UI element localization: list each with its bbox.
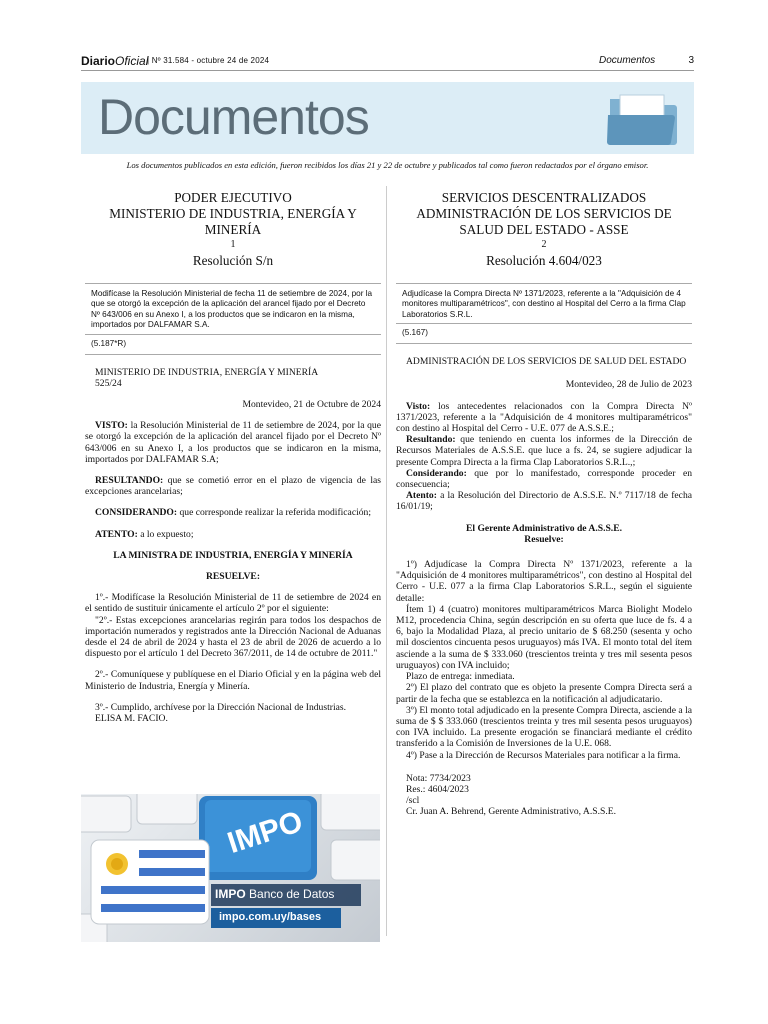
issue-number: | Nº 31.584 - octubre 24 de 2024 bbox=[147, 56, 270, 65]
note-number: Nota: 7734/2023 bbox=[406, 772, 471, 784]
article-3: 3º) El monto total adjudicado en la presente Compra Directa, asciende a la suma de $ $ 333.060 (trescientos treinta y tres mil sesenta pesos uruguayos) con IVA incluido. La presente erogación se financiará mediante el crédito transferido a la Comisión de Inversiones de la U.E. 068. bbox=[396, 704, 692, 750]
uruguay-flag-icon bbox=[91, 840, 209, 924]
visto-text: los antecedentes relacionados con la Compra Directa Nº 1371/2023, referente a la "Adquisición de 4 monitores multiparamétricos" con destino al Hospital del Cerro - U.E. 077 de A.S.S.E.; bbox=[396, 400, 692, 435]
article-2: 2º) El plazo del contrato que es objeto la presente Compra Directa será a partir de la fecha que se establezca en la notificación al adjudicatario. bbox=[396, 682, 692, 705]
resolution-title: Resolución 4.604/023 bbox=[486, 253, 602, 268]
right-column bbox=[396, 190, 692, 818]
authority-heading bbox=[396, 523, 692, 534]
document-date: Montevideo, 21 de Octubre de 2024 bbox=[242, 399, 381, 411]
document-number: 2 bbox=[541, 239, 547, 250]
publication-notice: Los documentos publicados en esta edición, fueron recibidos los días 21 y 22 de octubre y publicados tal como fueron redactados por el órgano emisor. bbox=[126, 160, 649, 170]
reference-number: 525/24 bbox=[95, 377, 122, 389]
resultando-text: que se cometió error en el plazo de vigencia de las excepciones arancelarias; bbox=[85, 475, 381, 498]
publication-code: (5.187*R) bbox=[91, 338, 127, 348]
section-name: Documentos bbox=[599, 55, 656, 66]
document-number: 1 bbox=[230, 239, 236, 250]
header-divider bbox=[81, 70, 694, 71]
impo-url-link[interactable]: impo.com.uy/bases bbox=[219, 911, 322, 923]
authority-heading bbox=[85, 550, 381, 561]
impo-tagline bbox=[215, 887, 334, 901]
considerando-label: Considerando: bbox=[406, 467, 467, 479]
atento-text: a lo expuesto; bbox=[137, 528, 194, 540]
entity-name: PODER EJECUTIVO bbox=[174, 190, 292, 205]
resuelve-heading bbox=[85, 571, 381, 582]
resultando-label: RESULTANDO: bbox=[95, 475, 164, 487]
resultando-paragraph bbox=[85, 475, 381, 497]
visto-text: la Resolución Ministerial de 11 de setiembre de 2024, por la que se otorgó la excepción de la aplicación del arancel fijado por el Decreto Nº 643/006 en su Anexo I, a los productos que se indicaron en la misma, importados por DALFAMAR S.A; bbox=[85, 420, 381, 465]
resultando-label: Resultando: bbox=[406, 434, 456, 446]
article-2: 2º.- Comuníquese y publíquese en el Diario Oficial y en la página web del Ministerio de Industria, Energía y Minería. bbox=[85, 669, 381, 692]
document-date: Montevideo, 28 de Julio de 2023 bbox=[565, 379, 692, 391]
authority-text: LA MINISTRA DE INDUSTRIA, ENERGÍA Y MINERÍA bbox=[113, 549, 353, 561]
atento-label: Atento: bbox=[406, 490, 437, 502]
authority-text: El Gerente Administrativo de A.S.S.E. bbox=[466, 522, 622, 534]
considerando-text: que por lo manifestado, corresponde proceder en consecuencia; bbox=[396, 467, 692, 491]
entity-name: SERVICIOS DESCENTRALIZADOS bbox=[441, 190, 647, 205]
section-band bbox=[81, 82, 694, 154]
resolution-summary: Adjudícase la Compra Directa Nº 1371/2023, referente a la "Adquisición de 4 monitores multiparamétricos", con destino al Hospital del Cerro a la firma Clap Laboratorios S.R.L. bbox=[396, 283, 692, 324]
resultando-text: que teniendo en cuenta los informes de la Dirección de Recursos Materiales de A.S.S.E. que luce a fs. 24, se sugiere adjudicar la presente Compra Directa a la firma Clap Laboratorios S.R.L.,; bbox=[396, 434, 692, 468]
organization-name: ADMINISTRACIÓN DE LOS SERVICIOS DE SALUD DEL ESTADO bbox=[406, 356, 687, 368]
considerando-paragraph bbox=[85, 507, 381, 518]
initials: /scl bbox=[406, 795, 420, 807]
considerando-label: CONSIDERANDO: bbox=[95, 507, 178, 519]
article-4: 4º) Pase a la Dirección de Recursos Materiales para notificar a la firma. bbox=[406, 749, 681, 761]
impo-promo-banner[interactable] bbox=[81, 794, 380, 942]
resolution-title: Resolución S/n bbox=[192, 253, 274, 268]
delivery-term: Plazo de entrega: inmediata. bbox=[406, 671, 515, 683]
brand-italic: Oficial bbox=[115, 54, 149, 68]
brand-logo bbox=[81, 54, 148, 68]
section-title: Documentos bbox=[98, 89, 369, 145]
signer: Cr. Juan A. Behrend, Gerente Administrativo, A.S.S.E. bbox=[406, 806, 616, 818]
publication-code: (5.167) bbox=[402, 328, 428, 338]
left-column bbox=[85, 190, 381, 724]
atento-paragraph bbox=[396, 490, 692, 512]
organization-name: MINISTERIO DE INDUSTRIA, ENERGÍA Y MINERÍA bbox=[95, 366, 319, 378]
atento-text: a la Resolución del Directorio de A.S.S.E. N.º 7117/18 de fecha 16/01/19; bbox=[396, 490, 692, 513]
running-header bbox=[81, 52, 694, 70]
visto-label: VISTO: bbox=[95, 420, 128, 432]
visto-paragraph bbox=[85, 420, 381, 465]
impo-tagline-text: Banco de Datos bbox=[249, 887, 335, 901]
article-1: 1º) Adjudícase la Compra Directa Nº 1371/2023, referente a la "Adquisición de 4 monitores multiparamétricos", con destino al Hospital del Cerro - U.E. 077 a la firma Clap Laboratorios S.R.L., según el siguiente detalle: bbox=[396, 559, 692, 604]
folder-icon bbox=[606, 91, 680, 147]
resolution-reference: Res.: 4604/2023 bbox=[406, 783, 469, 795]
entity-ministry: MINISTERIO DE INDUSTRIA, ENERGÍA Y MINERÍA bbox=[109, 206, 357, 237]
resuelve-heading bbox=[396, 534, 692, 545]
resuelve-text: Resuelve: bbox=[524, 533, 564, 545]
article-1-quote: "2º.- Estas excepciones arancelarias regirán para todos los despachos de importación numerados y registrados ante la Dirección Nacional de Aduanas desde el 24 de abril de 2024 y hasta el 23 de abril de 2026 de acuerdo a lo dispuesto por el artículo 1 del Decreto 367/2011, de 14 de octubre de 2011." bbox=[85, 614, 381, 660]
resolution-summary: Modifícase la Resolución Ministerial de fecha 11 de setiembre de 2024, por la que se otorgó la excepción de la aplicación del arancel fijado por el Decreto Nº 643/006 en su Anexo I, a los productos que se indicaron en la misma, importados por DALFAMAR S.A. bbox=[85, 283, 381, 335]
impo-key-logo: IMPO bbox=[223, 804, 307, 861]
column-divider bbox=[386, 186, 387, 936]
page-number: 3 bbox=[688, 55, 694, 66]
considerando-paragraph bbox=[396, 468, 692, 490]
article-3: 3º.- Cumplido, archívese por la Dirección Nacional de Industrias. bbox=[95, 701, 347, 713]
resultando-paragraph bbox=[396, 434, 692, 468]
brand-bold: Diario bbox=[81, 54, 116, 68]
resuelve-text: RESUELVE: bbox=[205, 571, 261, 583]
item-1-detail: Ítem 1) 4 (cuatro) monitores multiparamétricos Marca Biolight Modelo M12, procedencia China, según descripción en su oferta que luce de fs. 4 a 6, bajo la Modalidad Plaza, al precio unitario de $ 68.250 (sesenta y ocho mil doscientos cincuenta pesos uruguayos) más IVA. El monto total del ítem asciende a la suma de $ 333.060 (trescientos treinta y tres mil sesenta pesos uruguayos) con IVA incluido; bbox=[396, 603, 692, 671]
signer: ELISA M. FACIO. bbox=[95, 713, 168, 725]
atento-paragraph bbox=[85, 529, 381, 540]
considerando-text: que corresponde realizar la referida modificación; bbox=[177, 507, 371, 519]
article-1: 1º.- Modifícase la Resolución Ministerial de 11 de setiembre de 2024 en el sentido de sustituir únicamente el artículo 2º por el siguiente: bbox=[85, 592, 381, 615]
visto-paragraph bbox=[396, 401, 692, 435]
impo-tagline-brand: IMPO bbox=[215, 887, 246, 901]
entity-agency: ADMINISTRACIÓN DE LOS SERVICIOS DE SALUD DEL ESTADO - ASSE bbox=[416, 206, 672, 237]
visto-label: Visto: bbox=[406, 400, 431, 412]
atento-label: ATENTO: bbox=[95, 528, 138, 540]
